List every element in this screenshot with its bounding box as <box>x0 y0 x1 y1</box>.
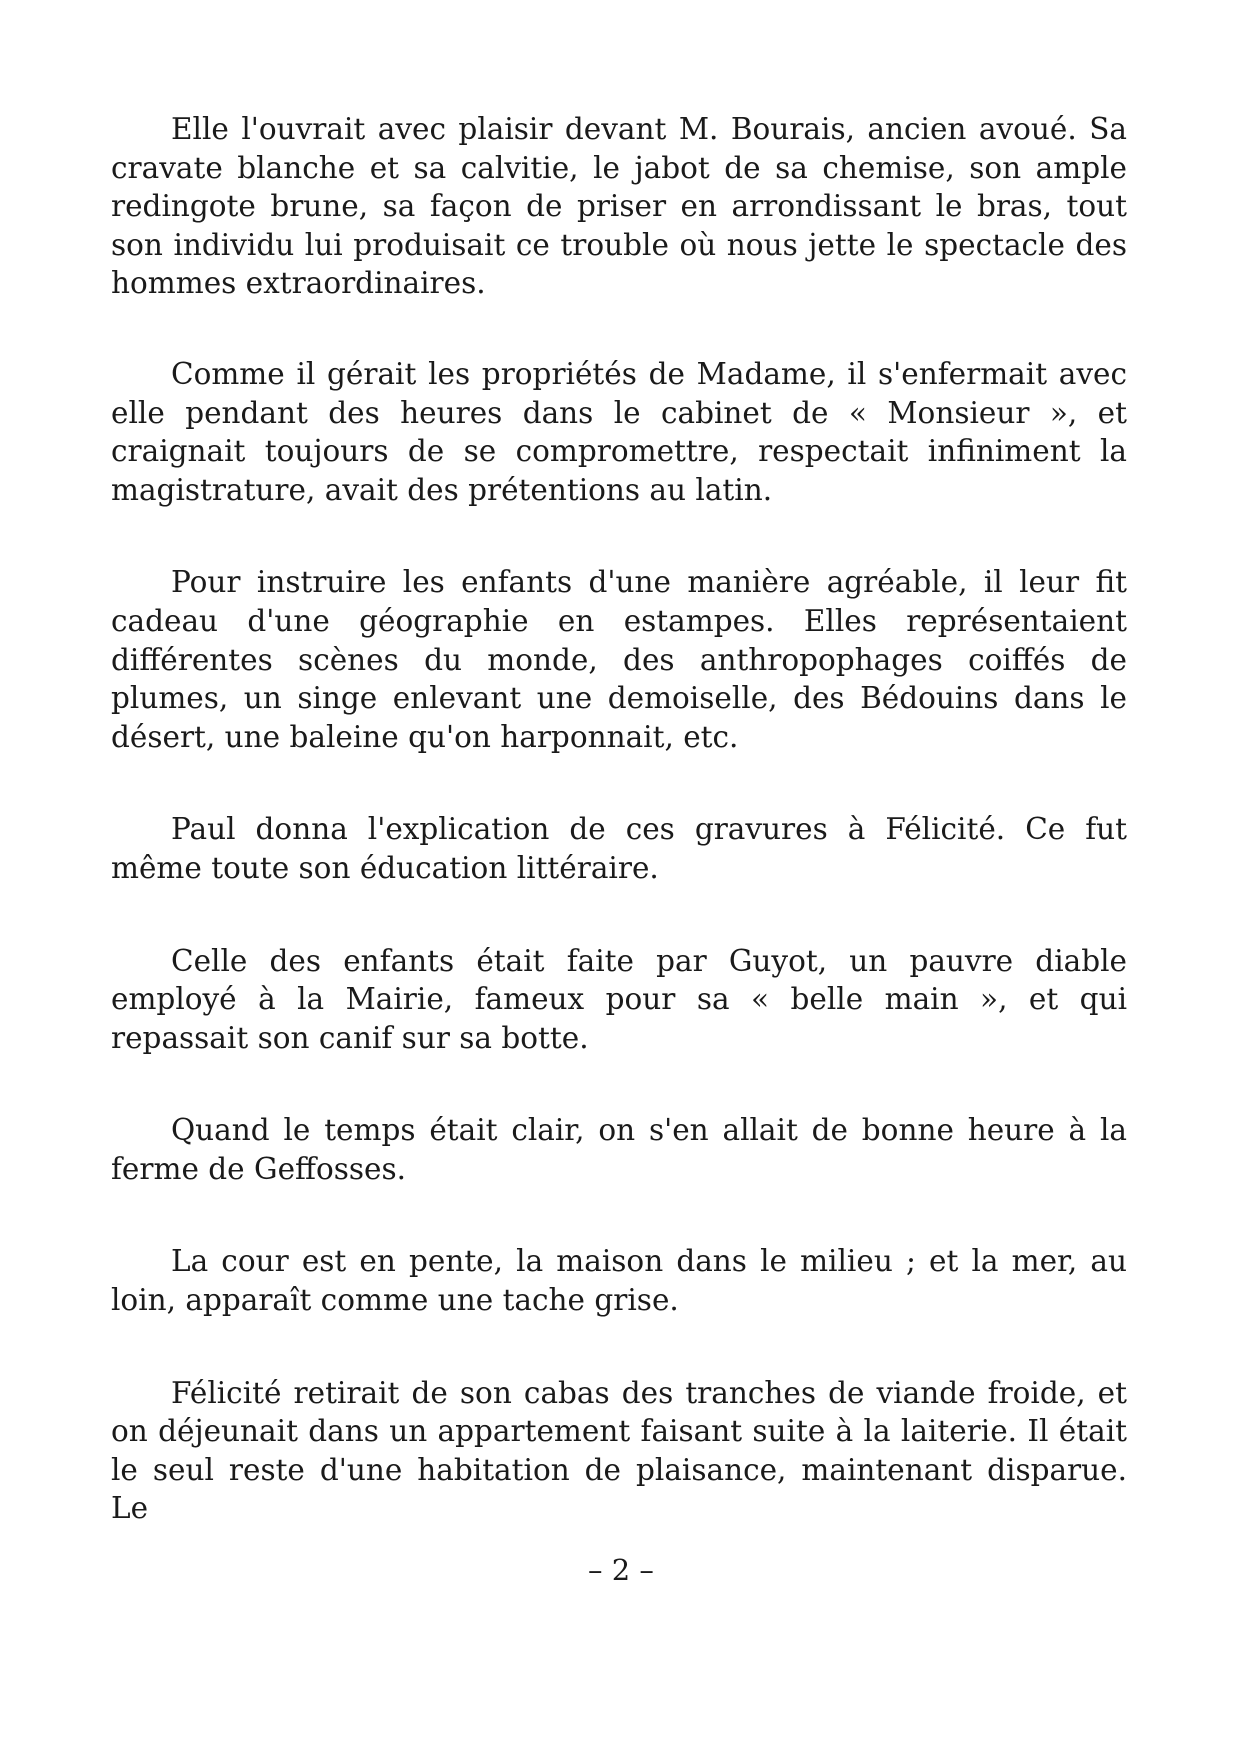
paragraph-4: Paul donna l'explication de ces gravures à Félicité. Ce fut même toute son éducation littéraire. <box>111 812 1127 885</box>
paragraph-2: Comme il gérait les propriétés de Madame, il s'enfermait avec elle pendant des heures dans le cabinet de « Monsieur », et craignait toujours de se compromettre, respectait infiniment la magistrature, avait des prétentions au latin. <box>111 356 1127 507</box>
paragraph-5: Celle des enfants était faite par Guyot, un pauvre diable employé à la Mairie, fameux pour sa « belle main », et qui repassait son canif sur sa botte. <box>111 943 1127 1055</box>
paragraph-3: Pour instruire les enfants d'une manière agréable, il leur fit cadeau d'une géographie en estampes. Elles représentaient différentes scènes du monde, des anthropophages coiffés de plumes, un singe enlevant une demoiselle, des Bédouins dans le désert, une baleine qu'on harponnait, etc. <box>111 565 1127 754</box>
paragraph-8: Félicité retirait de son cabas des tranches de viande froide, et on déjeunait dans un appartement faisant suite à la laiterie. Il était le seul reste d'une habitation de plaisance, maintenant disparue. Le <box>111 1375 1127 1526</box>
page-number: – 2 – <box>588 1553 654 1587</box>
paragraph-7: La cour est en pente, la maison dans le milieu ; et la mer, au loin, apparaît comme une tache grise. <box>111 1244 1127 1318</box>
paragraph-6: Quand le temps était clair, on s'en allait de bonne heure à la ferme de Geffosses. <box>111 1113 1127 1186</box>
page-body <box>111 110 1127 1580</box>
paragraph-1: Elle l'ouvrait avec plaisir devant M. Bourais, ancien avoué. Sa cravate blanche et sa calvitie, le jabot de sa chemise, son ample redingote brune, sa façon de priser en arrondissant le bras, tout son individu lui produisait ce trouble où nous jette le spectacle des hommes extraordinaires. <box>111 112 1127 301</box>
